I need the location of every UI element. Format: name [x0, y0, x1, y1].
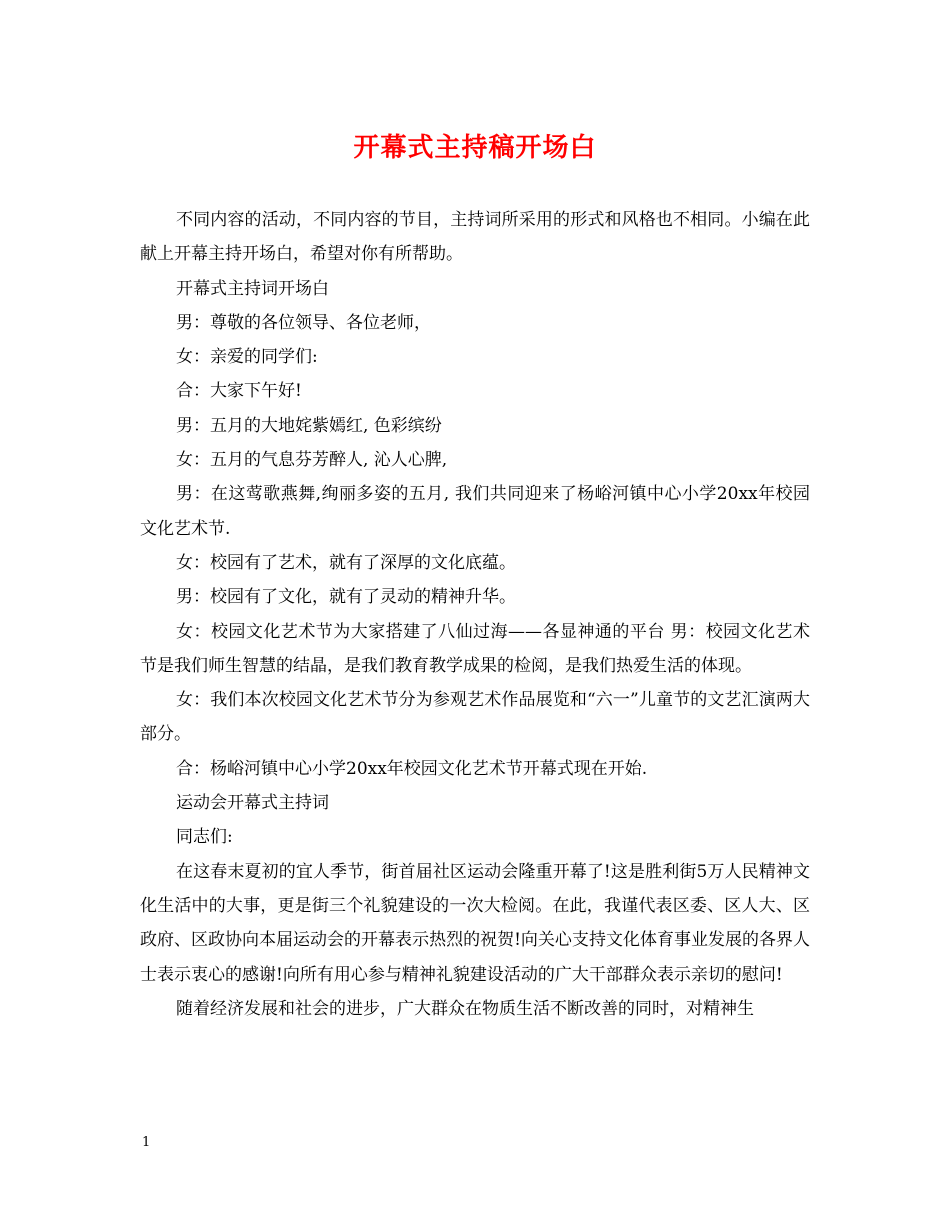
section-heading: 开幕式主持词开场白 [176, 278, 329, 299]
body-paragraph: 随着经济发展和社会的进步，广大群众在物质生活不断改善的同时，对精神生 [176, 998, 754, 1019]
document-title: 开幕式主持稿开场白 [353, 133, 597, 163]
dialogue-line: 男：五月的大地姹紫嫣红, 色彩缤纷 [176, 415, 442, 436]
dialogue-line: 女：亲爱的同学们: [176, 347, 318, 368]
salutation: 同志们: [176, 827, 233, 848]
dialogue-line: 合：杨峪河镇中心小学20xx年校园文化艺术节开幕式现在开始. [176, 758, 648, 779]
page-number: 1 [142, 1135, 151, 1150]
document-body [140, 203, 810, 1026]
dialogue-line: 女：校园文化艺术节为大家搭建了八仙过海——各显神通的平台 男：校园文化艺术节是我们师生智慧的结晶，是我们教育教学成果的检阅，是我们热爱生活的体现。 [140, 621, 810, 676]
dialogue-line: 女：我们本次校园文化艺术节分为参观艺术作品展览和“六一”儿童节的文艺汇演两大部分。 [140, 690, 810, 745]
dialogue-line: 男：校园有了文化，就有了灵动的精神升华。 [176, 587, 516, 608]
body-paragraph: 不同内容的活动，不同内容的节目，主持词所采用的形式和风格也不相同。小编在此献上开幕主持开场白，希望对你有所帮助。 [140, 210, 810, 265]
dialogue-line: 男：尊敬的各位领导、各位老师， [176, 312, 431, 333]
body-paragraph: 在这春末夏初的宜人季节，街首届社区运动会隆重开幕了!这是胜利街5万人民精神文化生活中的大事，更是街三个礼貌建设的一次大检阅。在此，我谨代表区委、区人大、区政府、区政协向本届运动会的开幕表示热烈的祝贺!向关心支持文化体育事业发展的各界人士表示衷心的感谢!向所有用心参与精神礼貌建设活动的广大干部群众表示亲切的慰问! [140, 861, 810, 985]
dialogue-line: 男：在这莺歌燕舞,绚丽多姿的五月, 我们共同迎来了杨峪河镇中心小学20xx年校园文化艺术节. [140, 484, 810, 539]
dialogue-line: 女：校园有了艺术，就有了深厚的文化底蕴。 [176, 552, 516, 573]
dialogue-line: 女：五月的气息芬芳醉人, 沁人心脾, [176, 450, 448, 471]
section-heading: 运动会开幕式主持词 [176, 793, 329, 814]
dialogue-line: 合：大家下午好! [176, 381, 302, 402]
